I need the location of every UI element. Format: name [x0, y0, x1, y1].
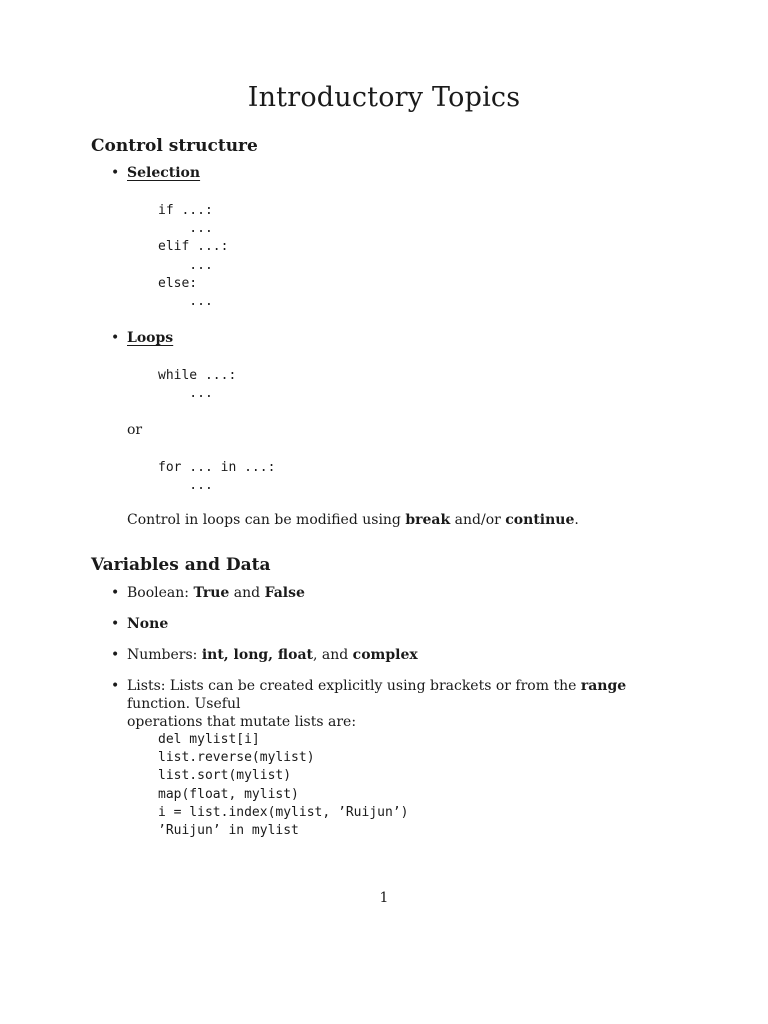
break-keyword: break — [405, 512, 451, 528]
code-block-list-operations: del mylist[i] list.reverse(mylist) list.sort(mylist) map(float, mylist) i = list.index(mylist, ’Ruijun’) ’Ruijun’ in mylist — [158, 732, 409, 839]
numbers-prefix: Numbers: — [127, 647, 202, 663]
section-heading-variables-and-data: Variables and Data — [91, 555, 271, 575]
bullet-icon: • — [111, 330, 120, 346]
false-keyword: False — [264, 585, 305, 601]
none-keyword: None — [127, 616, 169, 632]
list-item-selection — [127, 164, 200, 182]
page-number: 1 — [379, 890, 389, 906]
note-mid: and/or — [450, 512, 506, 528]
code-block-while: while ...: ... — [158, 368, 237, 402]
lists-suffix: function. Useful — [127, 696, 241, 712]
list-item-loops — [127, 329, 173, 347]
continue-keyword: continue — [505, 512, 575, 528]
bullet-icon: • — [111, 616, 120, 632]
numbers-types: int, long, float — [201, 647, 313, 663]
code-block-selection: if ...: ... elif ...: ... else: ... — [158, 203, 229, 310]
bullet-icon: • — [111, 585, 120, 601]
bullet-icon: • — [111, 678, 120, 694]
note-suffix: . — [574, 512, 579, 528]
code-block-for: for ... in ...: ... — [158, 460, 276, 494]
list-item-none — [127, 615, 168, 633]
selection-label: Selection — [127, 165, 201, 181]
loops-label: Loops — [127, 330, 174, 346]
lists-prefix: Lists: Lists can be created explicitly using brackets or from the — [127, 678, 581, 694]
boolean-prefix: Boolean: — [127, 585, 194, 601]
boolean-mid: and — [229, 585, 265, 601]
list-item-boolean — [127, 584, 305, 602]
page-title: Introductory Topics — [247, 82, 521, 113]
note-prefix: Control in loops can be modified using — [127, 512, 406, 528]
section-heading-control-structure: Control structure — [91, 136, 258, 156]
list-item-numbers — [127, 646, 418, 664]
list-item-lists — [127, 677, 687, 731]
loop-control-note — [127, 512, 579, 528]
or-text: or — [127, 422, 143, 438]
true-keyword: True — [193, 585, 230, 601]
numbers-mid: , and — [312, 647, 353, 663]
bullet-icon: • — [111, 647, 120, 663]
range-keyword: range — [580, 678, 627, 694]
bullet-icon: • — [111, 165, 120, 181]
complex-keyword: complex — [352, 647, 418, 663]
lists-line2: operations that mutate lists are: — [127, 714, 357, 730]
